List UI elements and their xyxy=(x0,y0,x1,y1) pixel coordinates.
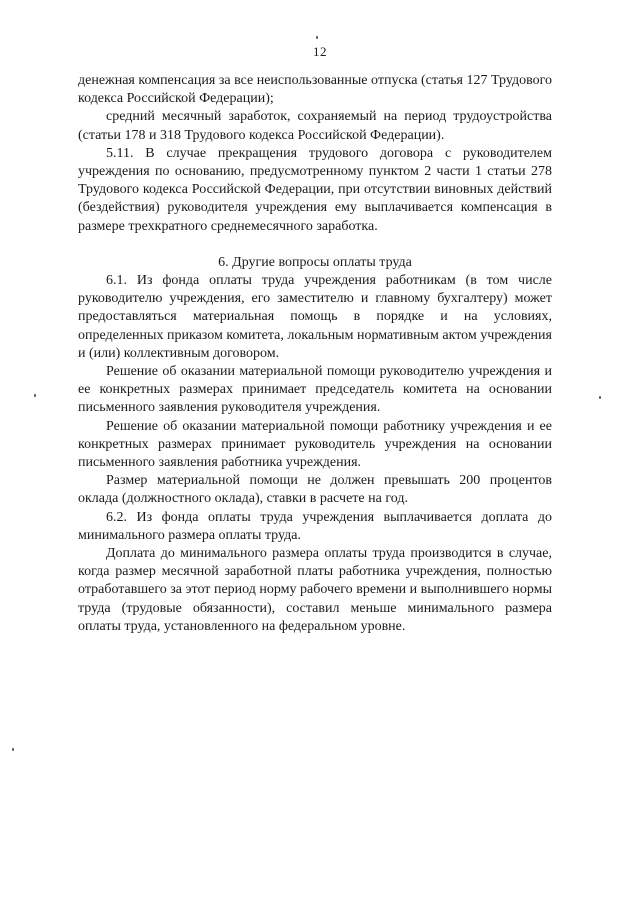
paragraph-aid-limit: Размер материальной помощи не должен превышать 200 процентов оклада (должностного оклада), ставки в расчете на год. xyxy=(78,473,552,507)
paragraph-average-earnings: средний месячный заработок, сохраняемый на период трудоустройства (статьи 178 и 318 Трудового кодекса Российской Федерации). xyxy=(78,109,552,143)
paragraph-minimum-wage-supplement: Доплата до минимального размера оплаты труда производится в случае, когда размер месячной заработной платы работника учреждения, полностью отработавшего за этот период норму рабочего времени и выполнившего нормы труда (трудовые обязанности), составил меньше минимального размера оплаты труда, установленного на федеральном уровне. xyxy=(78,546,552,634)
paragraph-6-2: 6.2. Из фонда оплаты труда учреждения выплачивается доплата до минимального размера оплаты труда. xyxy=(78,509,552,543)
paragraph-compensation: денежная компенсация за все неиспользованные отпуска (статья 127 Трудового кодекса Российской Федерации); xyxy=(78,73,552,107)
page-number: 12 xyxy=(313,44,327,59)
paragraph-head-aid-decision: Решение об оказании материальной помощи руководителю учреждения и ее конкретных размерах принимает председатель комитета на основании письменного заявления руководителя учреждения. xyxy=(78,364,552,416)
scan-speck xyxy=(34,394,36,397)
scan-speck xyxy=(12,748,14,751)
paragraph-5-11: 5.11. В случае прекращения трудового договора с руководителем учреждения по основанию, предусмотренному пунктом 2 части 1 статьи 278 Трудового кодекса Российской Федерации, при отсутствии виновных действий (бездействия) руководителя учреждения ему выплачивается компенсация в размере трехкратного среднемесячного заработка. xyxy=(78,145,552,234)
paragraph-6-1: 6.1. Из фонда оплаты труда учреждения работникам (в том числе руководителю учреждения, его заместителю и главному бухгалтеру) может предоставляться материальная помощь в порядке и на условиях, определенных приказом комитета, локальным нормативным актом учреждения и (или) коллективным договором. xyxy=(78,273,552,361)
document-body xyxy=(78,72,552,636)
scan-speck xyxy=(316,36,318,39)
section-title: 6. Другие вопросы оплаты труда xyxy=(218,254,412,270)
paragraph-employee-aid-decision: Решение об оказании материальной помощи работнику учреждения и ее конкретных размерах принимает руководитель учреждения на основании письменного заявления работника учреждения. xyxy=(78,418,552,471)
scan-speck xyxy=(599,396,601,399)
